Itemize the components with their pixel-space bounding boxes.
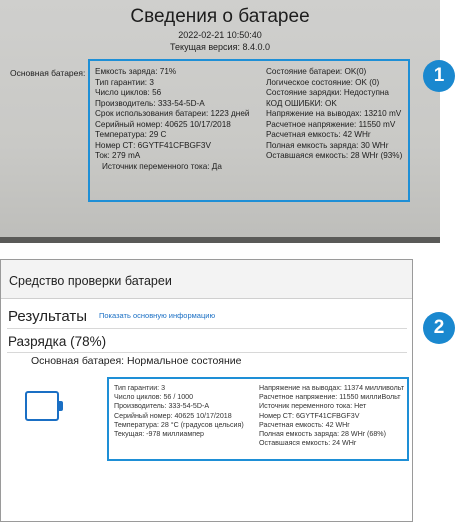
main-battery-status: Основная батарея: Нормальное состояние bbox=[31, 355, 242, 367]
info-row: Емкость заряда: 71% bbox=[95, 67, 177, 76]
page-title: Сведения о батарее bbox=[130, 6, 310, 27]
detail-row: Серийный номер: 40625 10/17/2018 bbox=[114, 411, 232, 420]
datetime-text: 2022-02-21 10:50:40 bbox=[178, 30, 262, 40]
info-row: Расчетная емкость: 42 WHr bbox=[266, 130, 371, 139]
detail-row: Производитель: 333-54-5D-A bbox=[114, 402, 210, 411]
detail-row: Текущая: -978 миллиампер bbox=[114, 430, 204, 439]
section-label: Основная батарея: bbox=[10, 68, 86, 78]
charge-status: Разрядка (78%) bbox=[8, 334, 107, 349]
detail-row: Номер СТ: 6GYTF41CFBGF3V bbox=[259, 411, 360, 420]
battery-check-window bbox=[0, 259, 413, 522]
info-row: КОД ОШИБКИ: OK bbox=[266, 98, 337, 108]
info-row: Напряжение на выводах: 13210 mV bbox=[266, 109, 402, 118]
detail-row: Оставшаяся емкость: 24 WHr bbox=[259, 439, 357, 448]
divider bbox=[7, 352, 407, 353]
info-row: Ток: 279 mA bbox=[95, 151, 141, 160]
info-column-left bbox=[95, 67, 249, 172]
info-row: Температура: 29 C bbox=[95, 130, 167, 139]
battery-icon bbox=[25, 391, 63, 421]
battery-body bbox=[25, 391, 59, 421]
bios-battery-info-screen bbox=[0, 0, 440, 243]
info-row: Серийный номер: 40625 10/17/2018 bbox=[95, 119, 231, 129]
info-row: Тип гарантии: 3 bbox=[95, 77, 154, 87]
details-column-left bbox=[114, 384, 244, 439]
info-row: Число циклов: 56 bbox=[95, 88, 162, 97]
badge-number-2: 2 bbox=[423, 312, 455, 344]
info-row: Номер СТ: 6GYTF41CFBGF3V bbox=[95, 140, 211, 150]
info-row: Состояние батареи: OK(0) bbox=[266, 67, 367, 76]
detail-row: Тип гарантии: 3 bbox=[114, 384, 166, 392]
detail-row: Расчетное напряжение: 11550 миллиВольт bbox=[259, 393, 401, 402]
window-header bbox=[1, 260, 413, 299]
detail-row: Полная емкость заряда: 28 WHr (68%) bbox=[259, 430, 386, 439]
show-basic-info-link[interactable]: Показать основную информацию bbox=[99, 311, 216, 320]
details-column-right bbox=[259, 384, 404, 448]
detail-row: Расчетная емкость: 42 WHr bbox=[259, 420, 350, 429]
info-row: Полная емкость заряда: 30 WHr bbox=[266, 140, 389, 150]
info-row: Срок использования батареи: 1223 дней bbox=[95, 109, 250, 118]
screen-bezel bbox=[0, 237, 440, 243]
info-row: Расчетное напряжение: 11550 mV bbox=[266, 119, 396, 129]
info-row: Производитель: 333-54-5D-A bbox=[95, 98, 205, 108]
info-row: Оставшаяся емкость: 28 WHr (93%) bbox=[266, 151, 403, 160]
version-text: Текущая версия: 8.4.0.0 bbox=[170, 42, 270, 52]
battery-tip bbox=[59, 401, 63, 411]
window-title: Средство проверки батареи bbox=[9, 274, 172, 288]
info-row: Состояние зарядки: Недоступна bbox=[266, 88, 389, 97]
divider bbox=[7, 328, 407, 329]
info-column-right bbox=[266, 67, 402, 162]
info-row: Источник переменного тока: Да bbox=[102, 161, 222, 171]
info-row: Логическое состояние: OK (0) bbox=[266, 77, 380, 87]
detail-row: Напряжение на выводах: 11374 милливольт bbox=[259, 384, 405, 392]
detail-row: Число циклов: 56 / 1000 bbox=[114, 393, 194, 402]
detail-row: Температура: 28 °C (градусов цельсия) bbox=[114, 420, 244, 429]
detail-row: Источник переменного тока: Нет bbox=[259, 402, 367, 411]
results-heading: Результаты bbox=[8, 308, 87, 325]
badge-number-1: 1 bbox=[423, 60, 455, 92]
